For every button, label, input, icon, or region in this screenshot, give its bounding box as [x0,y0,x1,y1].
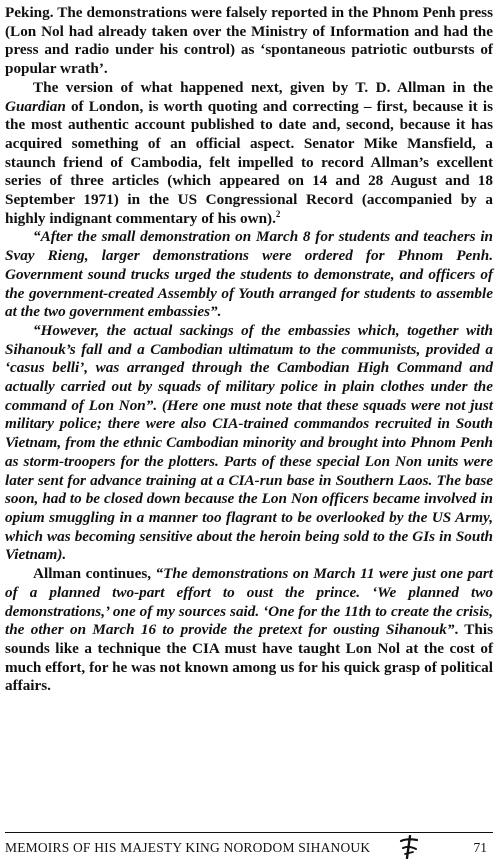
guardian-title: Guardian [5,97,66,115]
paragraph-3 [5,565,493,696]
paragraph-1-text: Peking. The demonstrations were falsely reported in the Phnom Penh press (Lon Nol had already taken over the Ministry of Information and had the press and radio under his control) as ‘spontaneous patriotic outbursts of popular wrath’. [5,4,493,78]
paragraph-2-text-b: of London, is worth quoting and correcting – first, because it is the most authentic account published to date and, second, because it has acquired something of an official aspect. Senator Mike Mansfield, a staunch friend of Cambodia, felt impelled to record Allman’s excellent series of three articles (which appeared on 14 and 28 August and 18 September 1971) in the US Congressional Record (accompanied by a highly indignant commentary of his own). [5,97,493,227]
paragraph-2 [5,79,493,229]
paragraph-3-text-b: . This sounds like a technique the CIA must have taught Lon Nol at the cost of much effort, for he was not known among us for his quick grasp of political affairs. [5,621,494,695]
page-body [5,4,493,696]
paragraph-2-text-a: The version of what happened next, given by T. D. Allman in the [33,78,493,96]
running-title: MEMOIRS OF HIS MAJESTY KING NORODOM SIHANOUK [5,840,371,855]
paragraph-3-quote: “The demonstrations on March 11 were just one part of a planned two-part effort to oust the prince. ‘We planned two demonstrations,’ one of my sources said. ‘One for the 11th to create the crisis, the other on March 16 to provide the pretext for ousting Sihanouk” [5,565,493,639]
royal-emblem-icon [397,835,421,859]
page-number: 71 [473,840,487,855]
paragraph-1 [5,4,493,79]
quote-2 [5,322,493,565]
footnote-marker: 2 [275,208,281,219]
quote-2-text: “However, the actual sackings of the embassies which, together with Sihanouk’s fall and a Cambodian ultimatum to the communists, provided a ‘casus belli’, was arranged through the Cambodian High Command and actually carried out by squads of military police in plain clothes under the command of Lon Non”. (Here one must note that these squads were not just military police; there were also CIA-trained commandos recruited in South Vietnam, from the ethnic Cambodian minority and brought into Phnom Penh as storm-troopers for the plotters. Parts of these special Lon Non units were later sent for advance training at a CIA-run base in Southern Laos. The base soon, had to be closed down because the Lon Non officers became involved in opium smuggling in a manner too flagrant to be overlooked by the US Army, which was becoming sensitive about the heroin being sold to the GIs in South Vietnam). [5,321,493,564]
quote-1-text: “After the small demonstration on March 8 for students and teachers in Svay Rieng, larger demonstrations were ordered for Phnom Penh. Government sound trucks urged the students to demonstrate, and officers of the government-created Assembly of Youth arranged for students to assemble at the two government embassies”. [5,228,493,321]
page-footer [5,832,493,859]
quote-1 [5,228,493,322]
paragraph-3-text-a: Allman continues, [33,565,156,583]
